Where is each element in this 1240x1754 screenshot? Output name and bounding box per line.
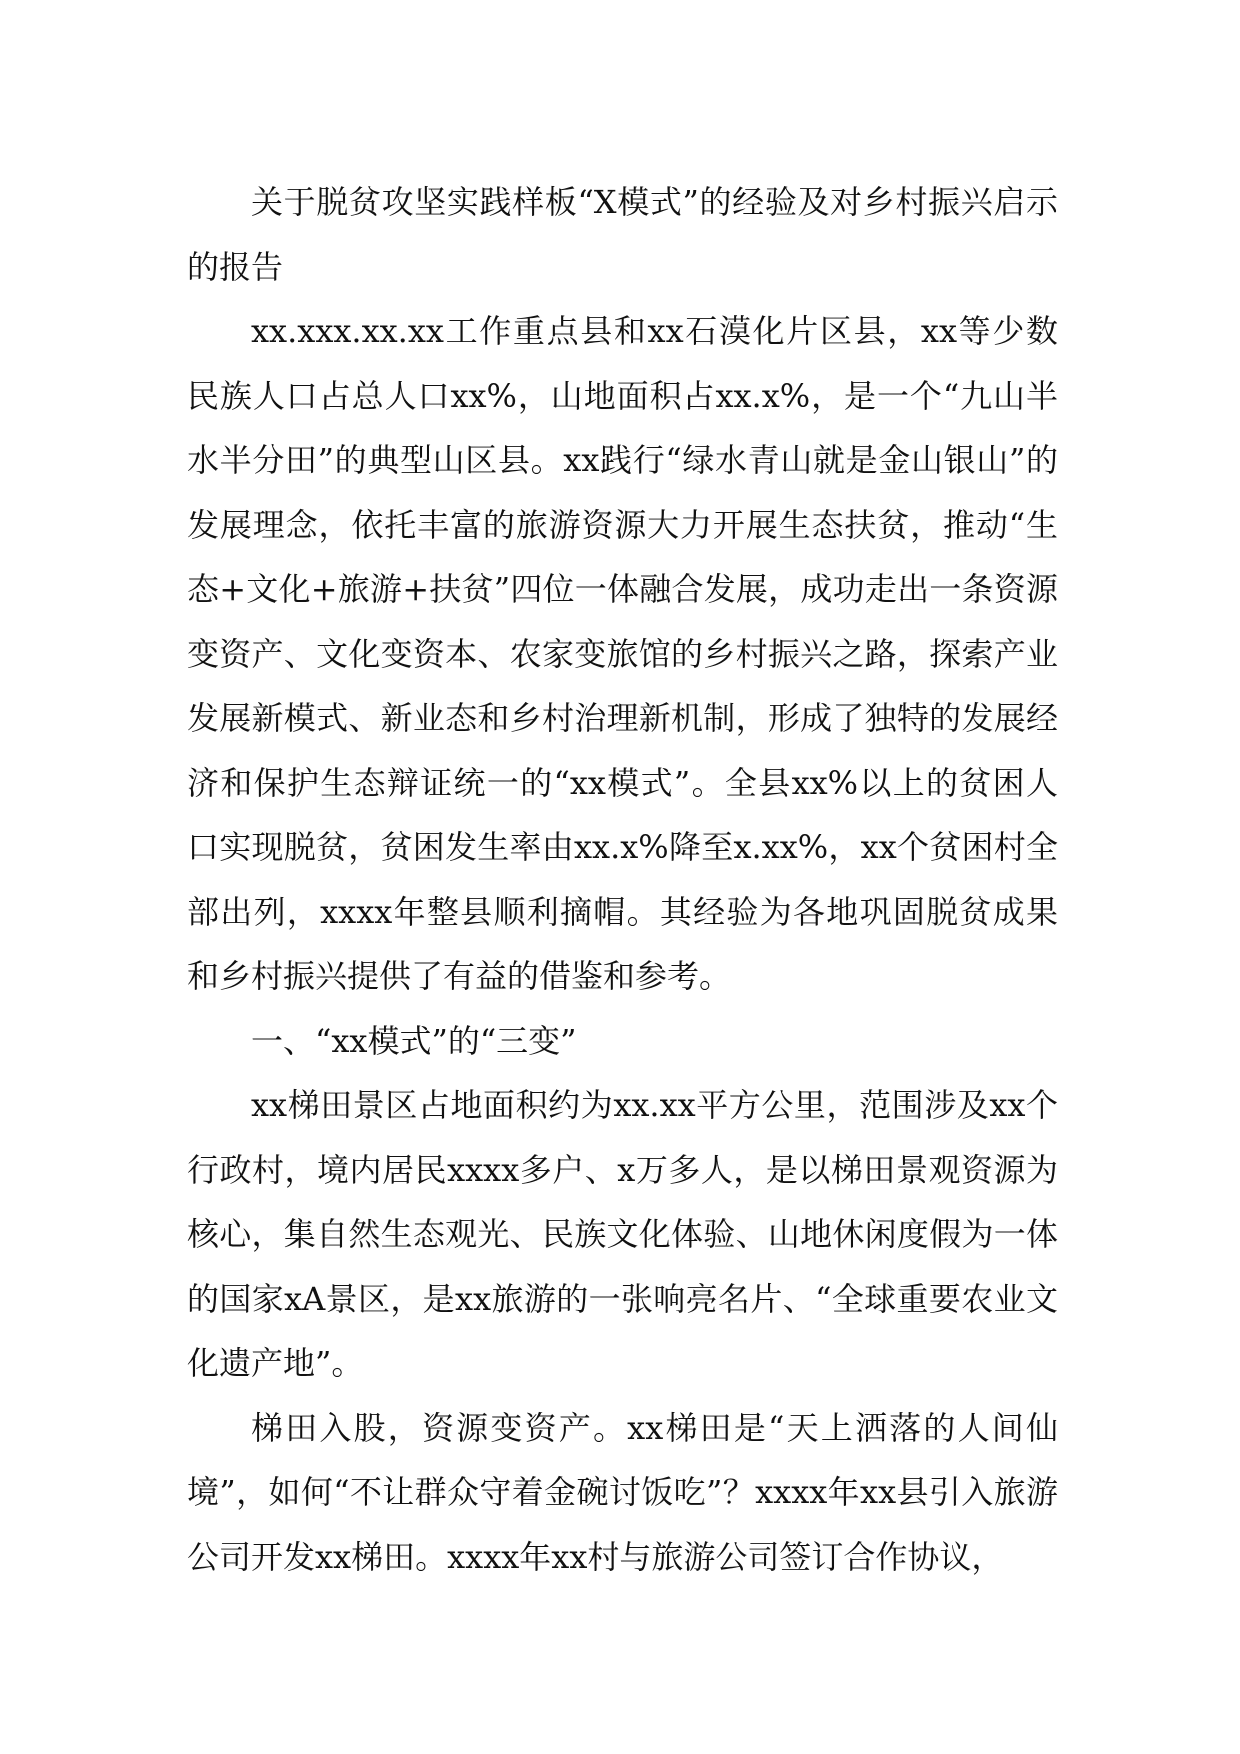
paragraph-intro: xx.xxx.xx.xx工作重点县和xx石漠化片区县，xx等少数民族人口占总人口xx%，山地面积占xx.x%，是一个“九山半水半分田”的典型山区县。xx践行“绿水青山就是金山银山”的发展理念，依托丰富的旅游资源大力开展生态扶贫，推动“生态+文化+旅游+扶贫”四位一体融合发展，成功走出一条资源变资产、文化变资本、农家变旅馆的乡村振兴之路，探索产业发展新模式、新业态和乡村治理新机制，形成了独特的发展经济和保护生态辩证统一的“xx模式”。全县xx%以上的贫困人口实现脱贫，贫困发生率由xx.x%降至x.xx%，xx个贫困村全部出列，xxxx年整县顺利摘帽。其经验为各地巩固脱贫成果和乡村振兴提供了有益的借鉴和参考。 bbox=[187, 312, 1058, 995]
section-heading-one: 一、“xx模式”的“三变” bbox=[251, 1021, 577, 1060]
document-body bbox=[187, 170, 1058, 1589]
paragraph-scenic-area: xx梯田景区占地面积约为xx.xx平方公里，范围涉及xx个行政村，境内居民xxxx多户、x万多人，是以梯田景观资源为核心，集自然生态观光、民族文化体验、山地休闲度假为一体的国家xA景区，是xx旅游的一张响亮名片、“全球重要农业文化遗产地”。 bbox=[187, 1086, 1058, 1382]
paragraph-terrace-shares: 梯田入股，资源变资产。xx梯田是“天上洒落的人间仙境”，如何“不让群众守着金碗讨饭吃”？xxxx年xx县引入旅游公司开发xx梯田。xxxx年xx村与旅游公司签订合作协议， bbox=[187, 1408, 1058, 1576]
document-title: 关于脱贫攻坚实践样板“X模式”的经验及对乡村振兴启示的报告 bbox=[187, 183, 1058, 286]
